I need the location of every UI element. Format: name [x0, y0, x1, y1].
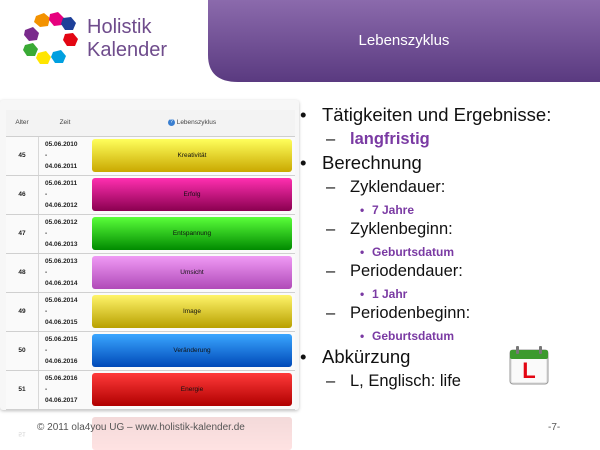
- cell-zeit: [39, 295, 93, 329]
- footer-copyright: © 2011 ola4you UG – www.holistik-kalender.de: [37, 422, 245, 433]
- cell-zeit: [39, 334, 93, 368]
- cycle-bar: Umsicht: [92, 256, 292, 289]
- value-zyklendauer: • 7 Jahre: [360, 203, 415, 217]
- date-from: 05.06.2014: [45, 297, 78, 304]
- date-sep: -: [45, 308, 48, 315]
- cell-alter: 45: [6, 137, 39, 175]
- reflection-alter: 51: [18, 430, 26, 437]
- value-periodenbeginn-text: Geburtsdatum: [372, 329, 455, 343]
- date-sep: -: [45, 269, 48, 276]
- value-zyklenbeginn: • Geburtsdatum: [360, 245, 455, 259]
- date-to: 04.06.2017: [45, 397, 78, 404]
- date-to: 04.06.2012: [45, 202, 78, 209]
- sub-abkuerzung: – L, Englisch: life: [326, 372, 461, 390]
- table-row: [6, 332, 295, 371]
- bullet-taetigkeiten: • Tätigkeiten und Ergebnisse:: [300, 104, 552, 125]
- date-to: 04.06.2014: [45, 280, 78, 287]
- date-sep: -: [45, 152, 48, 159]
- cell-alter: 48: [6, 254, 39, 292]
- page-number: -7-: [548, 422, 561, 433]
- cycle-bar: Veränderung: [92, 334, 292, 367]
- cell-alter: 46: [6, 176, 39, 214]
- value-zyklenbeginn-text: Geburtsdatum: [372, 245, 455, 259]
- table-row: [6, 371, 295, 410]
- sub-langfristig: – langfristig: [326, 130, 430, 148]
- value-periodenbeginn: • Geburtsdatum: [360, 329, 455, 343]
- bullet-berechnung: • Berechnung: [300, 152, 422, 173]
- holistik-logo-icon: [22, 12, 82, 68]
- header-zeit: Zeit: [59, 119, 71, 126]
- cell-zeit: [39, 139, 93, 173]
- logo-text: [87, 16, 167, 62]
- value-zyklendauer-text: 7 Jahre: [372, 203, 415, 217]
- date-from: 05.06.2016: [45, 375, 78, 382]
- header-lebenszyklus: [92, 110, 292, 136]
- calendar-icon: [508, 344, 550, 386]
- logo-line-1: Holistik: [87, 16, 152, 38]
- sub-periodendauer: – Periodendauer:: [326, 262, 463, 280]
- date-to: 04.06.2011: [45, 163, 78, 170]
- info-icon: ?: [168, 119, 175, 126]
- calendar-letter: L: [522, 358, 536, 383]
- date-from: 05.06.2010: [45, 141, 78, 148]
- date-to: 04.06.2016: [45, 358, 78, 365]
- value-periodendauer-text: 1 Jahr: [372, 287, 408, 301]
- date-from: 05.06.2012: [45, 219, 78, 226]
- bullet-taetigkeiten-text: Tätigkeiten und Ergebnisse:: [322, 104, 552, 125]
- date-from: 05.06.2015: [45, 336, 78, 343]
- cycle-bar: Kreativität: [92, 139, 292, 172]
- date-to: 04.06.2013: [45, 241, 78, 248]
- bullet-abkuerzung: • Abkürzung: [300, 346, 411, 367]
- cell-zeit: [39, 256, 93, 290]
- date-sep: -: [45, 386, 48, 393]
- sub-periodenbeginn: – Periodenbeginn:: [326, 304, 471, 322]
- sub-abkuerzung-text: L, Englisch: life: [350, 372, 461, 390]
- date-sep: -: [45, 230, 48, 237]
- bullet-abkuerzung-text: Abkürzung: [322, 346, 411, 367]
- cycle-bar: Energie: [92, 373, 292, 406]
- cycle-bar: Erfolg: [92, 178, 292, 211]
- table-row: [6, 176, 295, 215]
- cell-alter: 49: [6, 293, 39, 331]
- table-row: [6, 215, 295, 254]
- cycle-bar: Entspannung: [92, 217, 292, 250]
- table-row: [6, 293, 295, 332]
- cycle-bar: Image: [92, 295, 292, 328]
- header-lebenszyklus-label: Lebenszyklus: [176, 119, 217, 126]
- cell-zeit: [39, 178, 93, 212]
- date-from: 05.06.2011: [45, 180, 78, 187]
- logo-line-2: Kalender: [87, 39, 168, 61]
- sub-zyklendauer: – Zyklendauer:: [326, 178, 446, 196]
- sub-zyklenbeginn-text: Zyklenbeginn:: [350, 220, 453, 238]
- sub-periodendauer-text: Periodendauer:: [350, 262, 463, 280]
- bullet-berechnung-text: Berechnung: [322, 152, 422, 173]
- cell-zeit: [39, 373, 93, 407]
- table-row: [6, 254, 295, 293]
- date-sep: -: [45, 191, 48, 198]
- date-sep: -: [45, 347, 48, 354]
- date-to: 04.06.2015: [45, 319, 78, 326]
- sub-langfristig-text: langfristig: [350, 130, 430, 148]
- date-from: 05.06.2013: [45, 258, 78, 265]
- sub-zyklendauer-text: Zyklendauer:: [350, 178, 446, 196]
- cell-alter: 50: [6, 332, 39, 370]
- sub-zyklenbeginn: – Zyklenbeginn:: [326, 220, 453, 238]
- table-header: [6, 110, 295, 137]
- table-row: [6, 137, 295, 176]
- header-alter: Alter: [15, 119, 29, 126]
- cell-zeit: [39, 217, 93, 251]
- slide-title: Lebenszyklus: [358, 32, 450, 49]
- cell-alter: 47: [6, 215, 39, 253]
- sub-periodenbeginn-text: Periodenbeginn:: [350, 304, 471, 322]
- value-periodendauer: • 1 Jahr: [360, 287, 408, 301]
- cell-alter: 51: [6, 371, 39, 409]
